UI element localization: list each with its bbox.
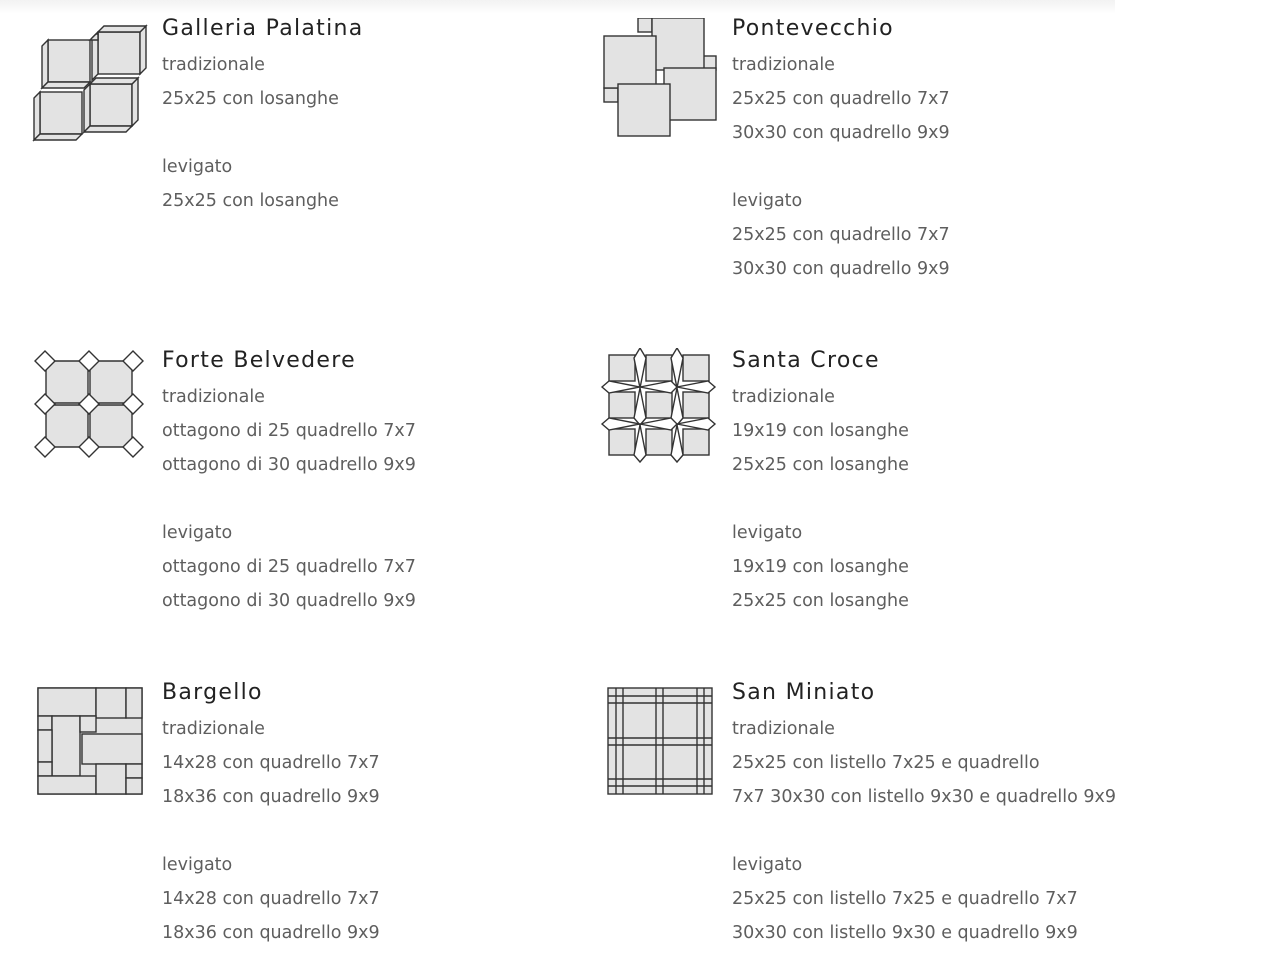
finish-label: levigato	[732, 523, 803, 543]
size-item: 25x25 con losanghe	[162, 191, 339, 211]
galleria-palatina-pattern-icon	[30, 20, 152, 144]
size-item: 30x30 con quadrello 9x9	[732, 123, 950, 143]
size-item: 25x25 con losanghe	[162, 89, 339, 109]
size-item: ottagono di 25 quadrello 7x7	[162, 421, 416, 441]
finish-group-tradizionale	[732, 48, 1152, 150]
size-item: 18x36 con quadrello 9x9	[162, 923, 380, 943]
size-item: ottagono di 30 quadrello 9x9	[162, 455, 416, 475]
product-title: Santa Croce	[732, 348, 880, 373]
size-item: 14x28 con quadrello 7x7	[162, 753, 380, 773]
size-item: ottagono di 30 quadrello 9x9	[162, 591, 416, 611]
product-title: Galleria Palatina	[162, 16, 364, 41]
finish-label: levigato	[732, 855, 803, 875]
finish-group-tradizionale	[732, 712, 1152, 814]
size-item: 25x25 con quadrello 7x7	[732, 89, 950, 109]
product-text	[162, 680, 582, 950]
product-title: Forte Belvedere	[162, 348, 356, 373]
product-text	[162, 348, 582, 618]
size-item: 19x19 con losanghe	[732, 557, 909, 577]
pontevecchio-pattern-icon	[600, 18, 722, 142]
finish-group-levigato	[732, 184, 1152, 286]
size-item: 18x36 con quadrello 9x9	[162, 787, 380, 807]
finish-group-tradizionale	[162, 712, 582, 814]
size-item: 19x19 con losanghe	[732, 421, 909, 441]
size-item: 30x30 con listello 9x30 e quadrello 9x9	[732, 923, 1078, 943]
product-text	[732, 348, 1152, 618]
product-title: Pontevecchio	[732, 16, 894, 41]
product-text	[732, 680, 1152, 950]
finish-group-levigato	[732, 848, 1152, 950]
product-text	[732, 16, 1152, 286]
finish-label: tradizionale	[162, 719, 265, 739]
finish-group-levigato	[162, 150, 582, 218]
size-item: 25x25 con listello 7x25 e quadrello 7x7	[732, 889, 1078, 909]
size-item: 25x25 con quadrello 7x7	[732, 225, 950, 245]
size-item: 25x25 con listello 7x25 e quadrello	[732, 753, 1040, 773]
bargello-pattern-icon	[30, 686, 152, 810]
finish-label: tradizionale	[732, 55, 835, 75]
size-item: ottagono di 25 quadrello 7x7	[162, 557, 416, 577]
finish-label: tradizionale	[162, 387, 265, 407]
size-item: 7x7 30x30 con listello 9x30 e quadrello 9x9	[732, 787, 1116, 807]
size-item: 25x25 con losanghe	[732, 591, 909, 611]
finish-group-levigato	[732, 516, 1152, 618]
finish-label: levigato	[732, 191, 803, 211]
product-text	[162, 16, 582, 218]
santa-croce-pattern-icon	[600, 348, 722, 472]
size-item: 30x30 con quadrello 9x9	[732, 259, 950, 279]
finish-label: tradizionale	[162, 55, 265, 75]
san-miniato-pattern-icon	[600, 686, 722, 810]
size-item: 25x25 con losanghe	[732, 455, 909, 475]
finish-label: levigato	[162, 523, 233, 543]
finish-label: tradizionale	[732, 387, 835, 407]
product-title: San Miniato	[732, 680, 876, 705]
finish-group-tradizionale	[162, 380, 582, 482]
product-title: Bargello	[162, 680, 263, 705]
finish-group-tradizionale	[162, 48, 582, 116]
finish-label: levigato	[162, 157, 233, 177]
top-shade	[0, 0, 1115, 14]
finish-group-tradizionale	[732, 380, 1152, 482]
finish-group-levigato	[162, 516, 582, 618]
finish-group-levigato	[162, 848, 582, 950]
finish-label: levigato	[162, 855, 233, 875]
forte-belvedere-pattern-icon	[30, 348, 152, 472]
size-item: 14x28 con quadrello 7x7	[162, 889, 380, 909]
finish-label: tradizionale	[732, 719, 835, 739]
